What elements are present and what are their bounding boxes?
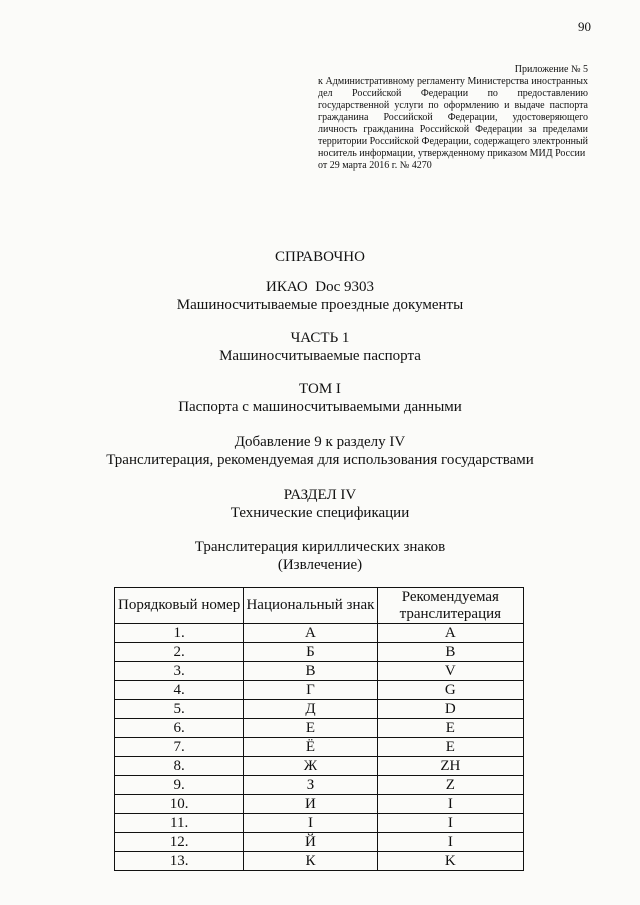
cell-national-sign: В [244,662,377,681]
cell-transliteration: E [377,719,523,738]
table-subtitle: (Извлечение) [277,557,363,573]
table-title: Транслитерация кириллических знаков [194,539,446,555]
table-row [115,738,524,757]
table-row [115,719,524,738]
table-row [115,833,524,852]
table-row [115,700,524,719]
cell-transliteration: I [377,814,523,833]
cell-order-number: 4. [115,681,244,700]
cell-national-sign: И [244,795,377,814]
cell-order-number: 6. [115,719,244,738]
volume-heading: ТОМ I [299,381,341,397]
icao-doc-heading: ИКАО Doc 9303 [266,279,374,295]
appendix-date: от 29 марта 2016 г. № 4270 [318,160,432,171]
cell-national-sign: І [244,814,377,833]
cell-order-number: 2. [115,643,244,662]
transliteration-table [114,587,524,871]
cell-national-sign: Й [244,833,377,852]
part-title: Машиносчитываемые паспорта [219,348,421,364]
cell-national-sign: Е [244,719,377,738]
appendix-note [318,64,588,172]
cell-transliteration: E [377,738,523,757]
header-national-sign: Национальный знак [244,588,377,624]
section-heading: РАЗДЕЛ IV [283,487,357,503]
cell-order-number: 7. [115,738,244,757]
appendix-text: к Административному регламенту Министерства иностранных дел Российской Федерации по предоставлению государственной услуги по оформлению и выдаче паспорта гражданина Российской Федерации, удостоверяющего личность гражданина Российской Федерации за пределами территории Российской Федерации, содержащего электронный носитель информации, утвержденному приказом МИД России [318,76,588,159]
cell-national-sign: Г [244,681,377,700]
addendum-title: Транслитерация, рекомендуемая для использования государствами [106,452,534,468]
cell-national-sign: Д [244,700,377,719]
cell-transliteration: V [377,662,523,681]
cell-transliteration: A [377,624,523,643]
cell-order-number: 3. [115,662,244,681]
volume-title: Паспорта с машиносчитываемыми данными [178,399,462,415]
cell-order-number: 11. [115,814,244,833]
cell-order-number: 12. [115,833,244,852]
page-number: 90 [578,19,591,34]
table-row [115,795,524,814]
cell-national-sign: А [244,624,377,643]
cell-national-sign: Ё [244,738,377,757]
cell-order-number: 13. [115,852,244,871]
table-row [115,776,524,795]
doc-title: Машиносчитываемые проездные документы [176,297,464,313]
cell-order-number: 10. [115,795,244,814]
cell-national-sign: З [244,776,377,795]
cell-transliteration: K [377,852,523,871]
cell-order-number: 9. [115,776,244,795]
table-header-row [115,588,524,624]
cell-transliteration: Z [377,776,523,795]
table-row [115,757,524,776]
header-recommended-transliteration: Рекомендуемая транслитерация [377,588,523,624]
header-order-number: Порядковый номер [115,588,244,624]
appendix-title: Приложение № 5 [514,64,588,75]
table-body [115,624,524,871]
cell-transliteration: I [377,833,523,852]
cell-transliteration: B [377,643,523,662]
cell-order-number: 1. [115,624,244,643]
table-row [115,852,524,871]
table-row [115,662,524,681]
addendum-heading: Добавление 9 к разделу IV [234,434,406,450]
table-row [115,643,524,662]
cell-order-number: 8. [115,757,244,776]
cell-order-number: 5. [115,700,244,719]
table-row [115,681,524,700]
table-row [115,814,524,833]
part-heading: ЧАСТЬ 1 [290,330,350,346]
reference-heading: СПРАВОЧНО [275,249,365,265]
cell-transliteration: D [377,700,523,719]
cell-national-sign: Ж [244,757,377,776]
cell-transliteration: ZH [377,757,523,776]
section-title: Технические спецификации [230,505,410,521]
cell-national-sign: К [244,852,377,871]
cell-national-sign: Б [244,643,377,662]
cell-transliteration: I [377,795,523,814]
cell-transliteration: G [377,681,523,700]
table-row [115,624,524,643]
